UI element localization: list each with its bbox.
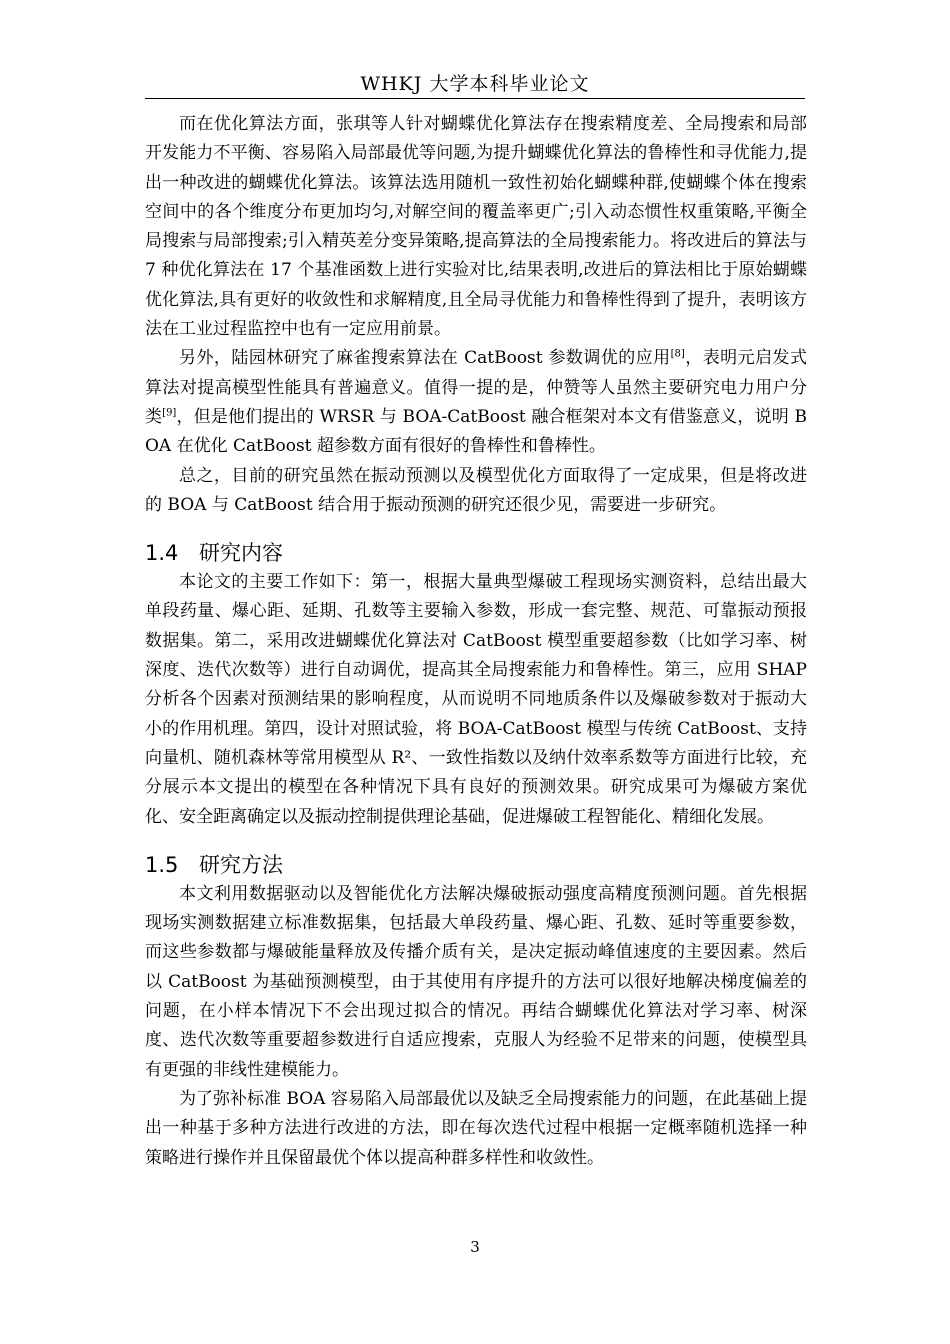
running-header: WHKJ 大学本科毕业论文 bbox=[360, 73, 590, 95]
section-heading-1-5 bbox=[145, 850, 807, 880]
citation-ref: [9] bbox=[162, 407, 177, 419]
section-title: 研究方法 bbox=[199, 852, 283, 877]
paragraph-text: ，但是他们提出的 WRSR 与 BOA-CatBoost 融合框架对本文有借鉴意义，说明 BOA 在优化 CatBoost 超参数方面有很好的鲁棒性和鲁棒性。 bbox=[145, 406, 807, 457]
paragraph-summary: 总之，目前的研究虽然在振动预测以及模型优化方面取得了一定成果，但是将改进的 BOA 与 CatBoost 结合用于振动预测的研究还很少见，需要进一步研究。 bbox=[145, 465, 807, 515]
citation-ref: [8] bbox=[670, 348, 685, 360]
body-text bbox=[145, 110, 807, 1173]
section-number: 1.4 bbox=[145, 541, 179, 566]
paragraph-method-2: 为了弥补标准 BOA 容易陷入局部最优以及缺乏全局搜索能力的问题，在此基础上提出一种基于多种方法进行改进的方法，即在每次迭代过程中根据一定概率随机选择一种策略进行操作并且保留最优个体以提高种群多样性和收敛性。 bbox=[145, 1088, 807, 1168]
paragraph-method-1: 本文利用数据驱动以及智能优化方法解决爆破振动强度高精度预测问题。首先根据现场实测数据建立标准数据集，包括最大单段药量、爆心距、孔数、延时等重要参数，而这些参数都与爆破能量释放及传播介质有关，是决定振动峰值速度的主要因素。然后以 CatBoost 为基础预测模型，由于其使用有序提升的方法可以很好地解决梯度偏差的问题，在小样本情况下不会出现过拟合的情况。再结合蝴蝶优化算法对学习率、树深度、迭代次数等重要超参数进行自适应搜索，克服人为经验不足带来的问题，使模型具有更强的非线性建模能力。 bbox=[145, 883, 807, 1080]
section-title: 研究内容 bbox=[199, 541, 283, 566]
section-number: 1.5 bbox=[145, 852, 179, 877]
header-rule bbox=[145, 98, 805, 99]
paragraph-text: 另外，陆园林研究了麻雀搜索算法在 CatBoost 参数调优的应用 bbox=[179, 348, 671, 369]
section-heading-1-4 bbox=[145, 538, 807, 568]
page-number: 3 bbox=[470, 1238, 480, 1256]
paragraph-butterfly-optimization: 而在优化算法方面，张琪等人针对蝴蝶优化算法存在搜索精度差、全局搜索和局部开发能力不平衡、容易陷入局部最优等问题,为提升蝴蝶优化算法的鲁棒性和寻优能力,提出一种改进的蝴蝶优化算法。该算法选用随机一致性初始化蝴蝶种群,使蝴蝶个体在搜索空间中的各个维度分布更加均匀,对解空间的覆盖率更广;引入动态惯性权重策略,平衡全局搜索与局部搜索;引入精英差分变异策略,提高算法的全局搜索能力。将改进后的算法与 7 种优化算法在 17 个基准函数上进行实验对比,结果表明,改进后的算法相比于原始蝴蝶优化算法,具有更好的收敛性和求解精度,且全局寻优能力和鲁棒性得到了提升，表明该方法在工业过程监控中也有一定应用前景。 bbox=[145, 114, 807, 340]
paragraph-text: ，表明元启发式算法对提高模型性能具有普遍意义。值得一提的是，仲赞等人虽然主要研究电力用户分类 bbox=[145, 348, 807, 427]
paragraph-related-work bbox=[145, 344, 807, 461]
paragraph-research-content: 本论文的主要工作如下：第一，根据大量典型爆破工程现场实测资料，总结出最大单段药量、爆心距、延期、孔数等主要输入参数，形成一套完整、规范、可靠振动预报数据集。第二，采用改进蝴蝶优化算法对 CatBoost 模型重要超参数（比如学习率、树深度、迭代次数等）进行自动调优，提高其全局搜索能力和鲁棒性。第三，应用 SHAP 分析各个因素对预测结果的影响程度，从而说明不同地质条件以及爆破参数对于振动大小的作用机理。第四，设计对照试验，将 BOA-CatBoost 模型与传统 CatBoost、支持向量机、随机森林等常用模型从 R²、一致性指数以及纳什效率系数等方面进行比较，充分展示本文提出的模型在各种情况下具有良好的预测效果。研究成果可为爆破方案优化、安全距离确定以及振动控制提供理论基础，促进爆破工程智能化、精细化发展。 bbox=[145, 572, 807, 827]
